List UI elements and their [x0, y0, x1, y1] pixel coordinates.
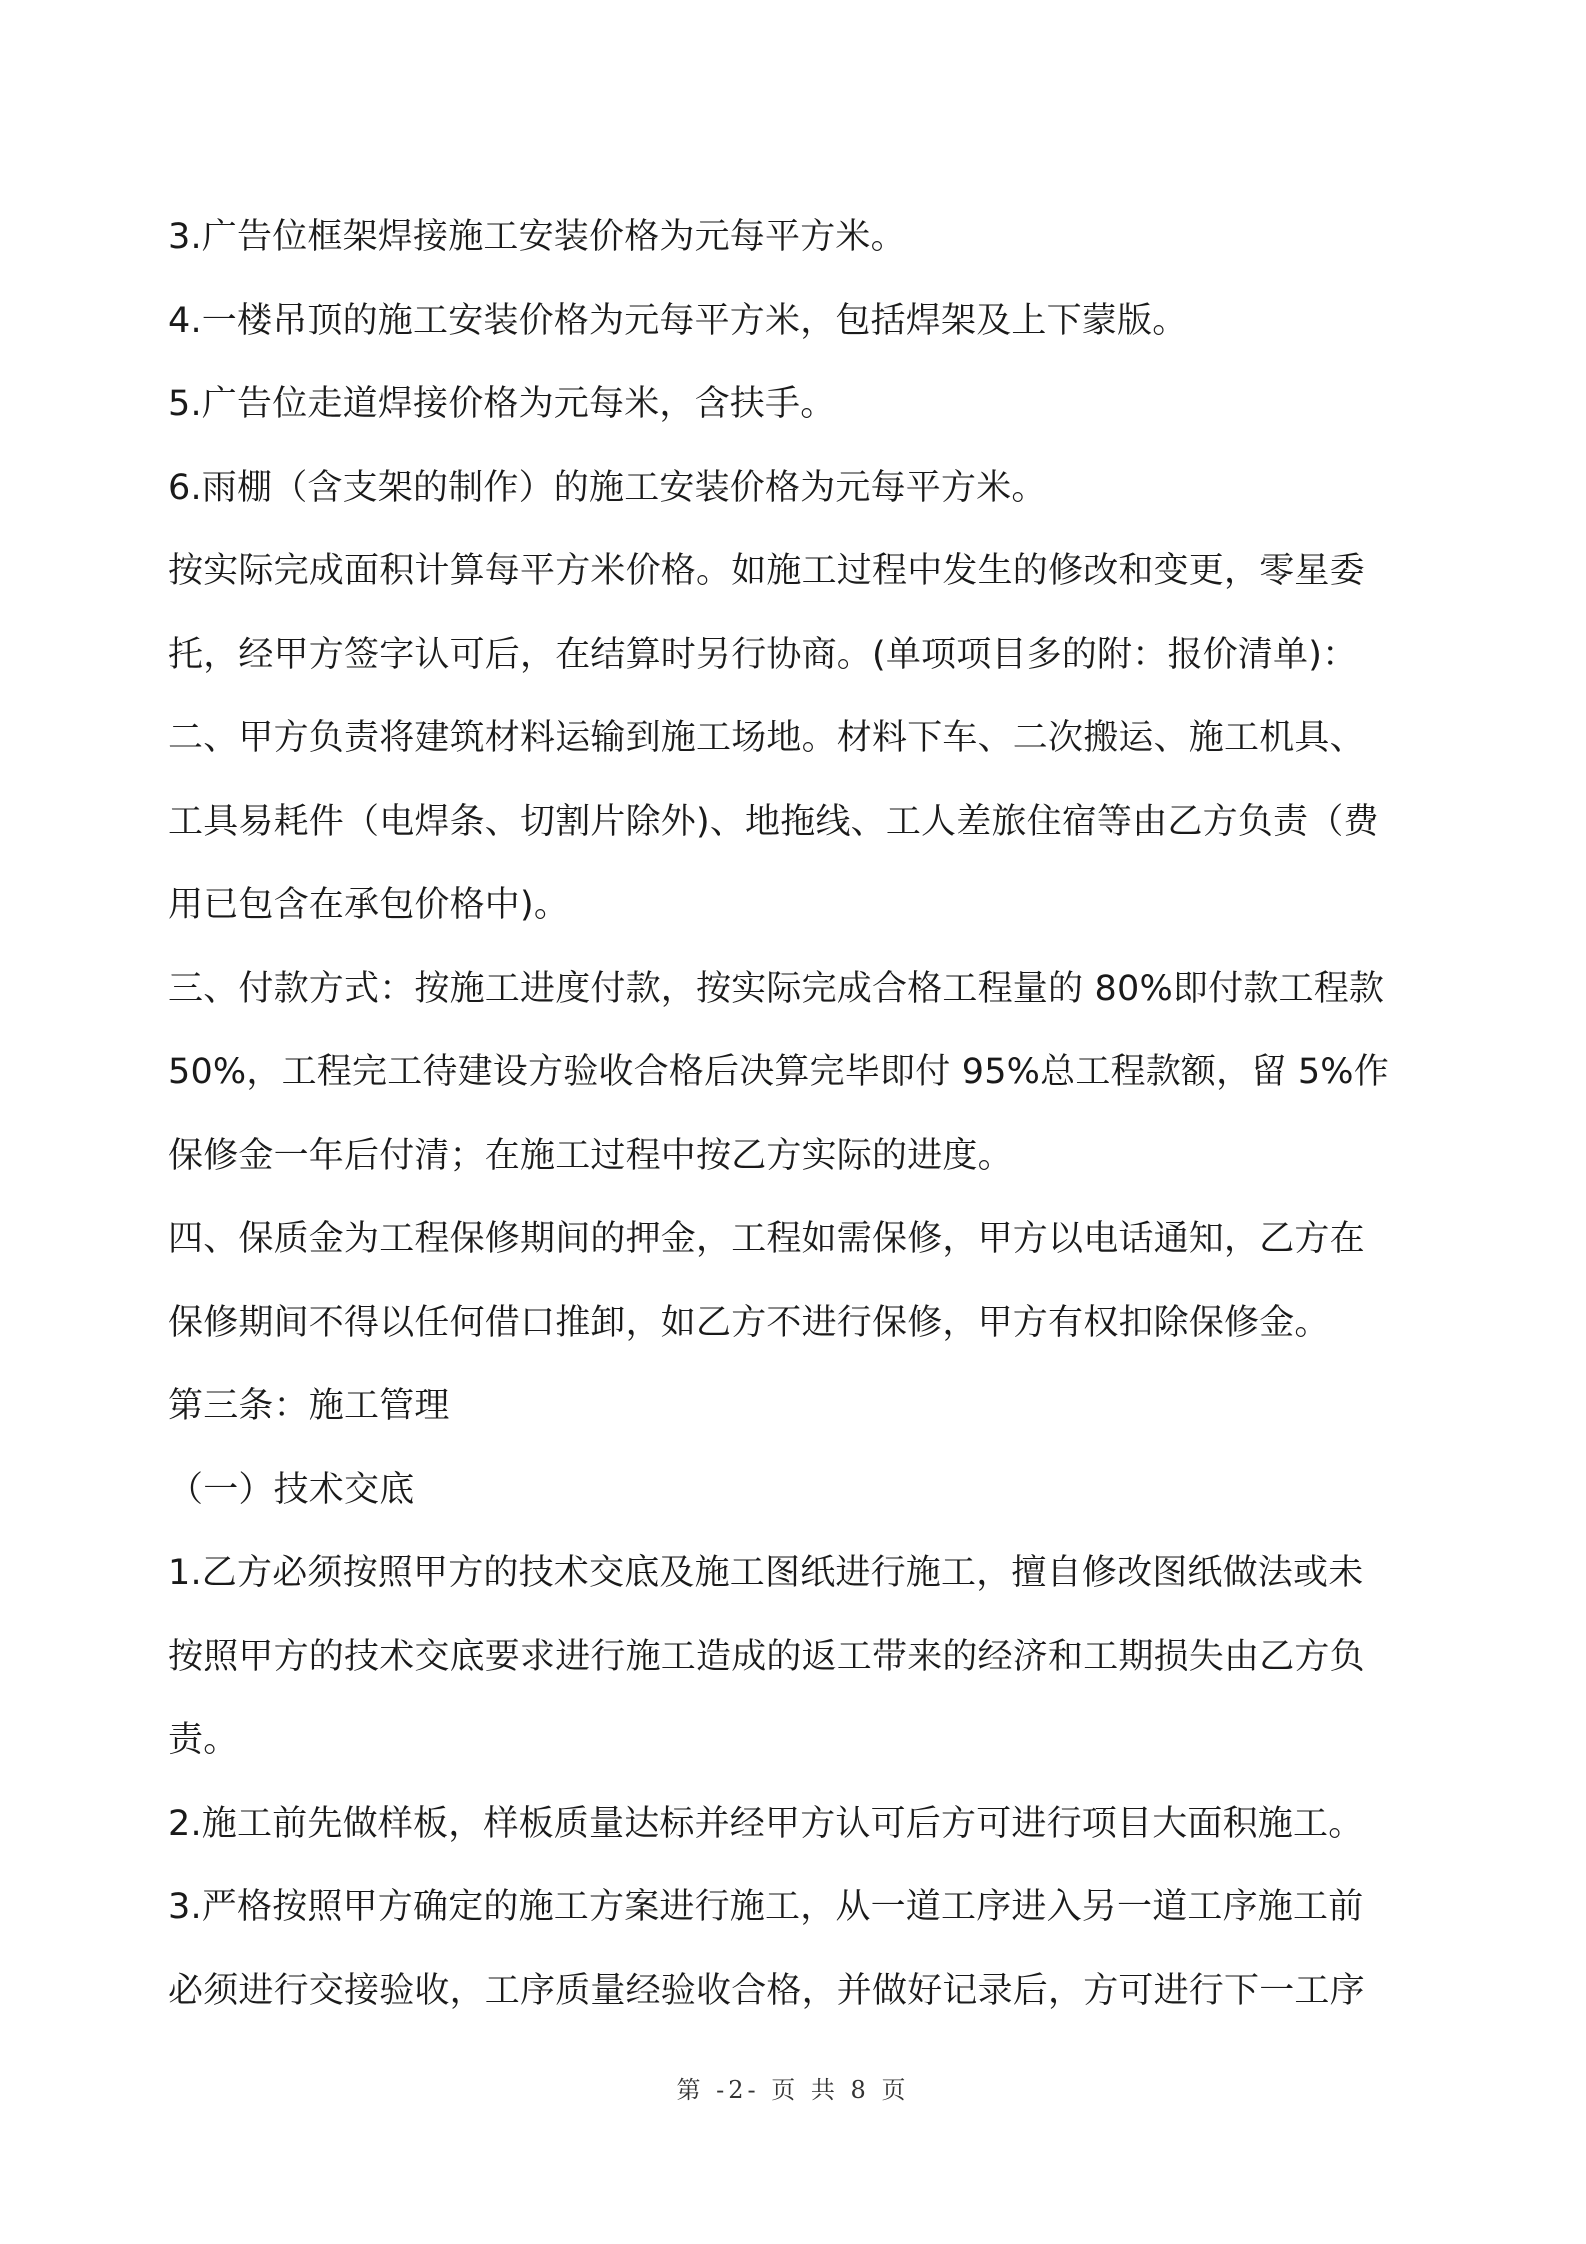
text-line: 1.乙方必须按照甲方的技术交底及施工图纸进行施工，擅自修改图纸做法或未 [168, 1553, 1364, 1593]
text-line: 四、保质金为工程保修期间的押金，工程如需保修，甲方以电话通知，乙方在 [168, 1219, 1365, 1259]
document-body [168, 196, 1444, 2033]
text-line: 按照甲方的技术交底要求进行施工造成的返工带来的经济和工期损失由乙方负 [168, 1636, 1365, 1677]
text-line: 必须进行交接验收，工序质量经验收合格，并做好记录后，方可进行下一工序 [168, 1970, 1365, 2011]
text-line: 用已包含在承包价格中)。 [168, 885, 570, 925]
text-line: 三、付款方式：按施工进度付款，按实际完成合格工程量的 80%即付款工程款 [168, 968, 1385, 1009]
text-line: 3.广告位框架焊接施工安装价格为元每平方米。 [168, 217, 906, 257]
text-line: 工具易耗件（电焊条、切割片除外)、地拖线、工人差旅住宿等由乙方负责（费 [168, 801, 1379, 842]
text-line: 5.广告位走道焊接价格为元每米，含扶手。 [168, 384, 836, 424]
text-line: 保修期间不得以任何借口推卸，如乙方不进行保修，甲方有权扣除保修金。 [168, 1302, 1330, 1343]
text-line: 保修金一年后付清；在施工过程中按乙方实际的进度。 [168, 1135, 1013, 1176]
text-line: 2.施工前先做样板，样板质量达标并经甲方认可后方可进行项目大面积施工。 [168, 1803, 1364, 1844]
text-line: 按实际完成面积计算每平方米价格。如施工过程中发生的修改和变更，零星委 [168, 551, 1365, 591]
text-line: 50%，工程完工待建设方验收合格后决算完毕即付 95%总工程款额，留 5%作 [168, 1052, 1389, 1092]
text-line: 6.雨棚（含支架的制作）的施工安装价格为元每平方米。 [168, 467, 1047, 508]
page-number-footer: 第 -2- 页 共 8 页 [676, 2076, 910, 2104]
text-line: 托，经甲方签字认可后，在结算时另行协商。(单项项目多的附：报价清单)： [168, 634, 1358, 675]
text-line: 二、甲方负责将建筑材料运输到施工场地。材料下车、二次搬运、施工机具、 [168, 718, 1365, 758]
section-heading: 第三条：施工管理 [168, 1386, 450, 1426]
text-line: 责。 [168, 1720, 239, 1760]
text-line: 4.一楼吊顶的施工安装价格为元每平方米，包括焊架及上下蒙版。 [168, 300, 1188, 341]
text-line: 3.严格按照甲方确定的施工方案进行施工，从一道工序进入另一道工序施工前 [168, 1887, 1364, 1927]
subsection-heading: （一）技术交底 [168, 1469, 415, 1510]
